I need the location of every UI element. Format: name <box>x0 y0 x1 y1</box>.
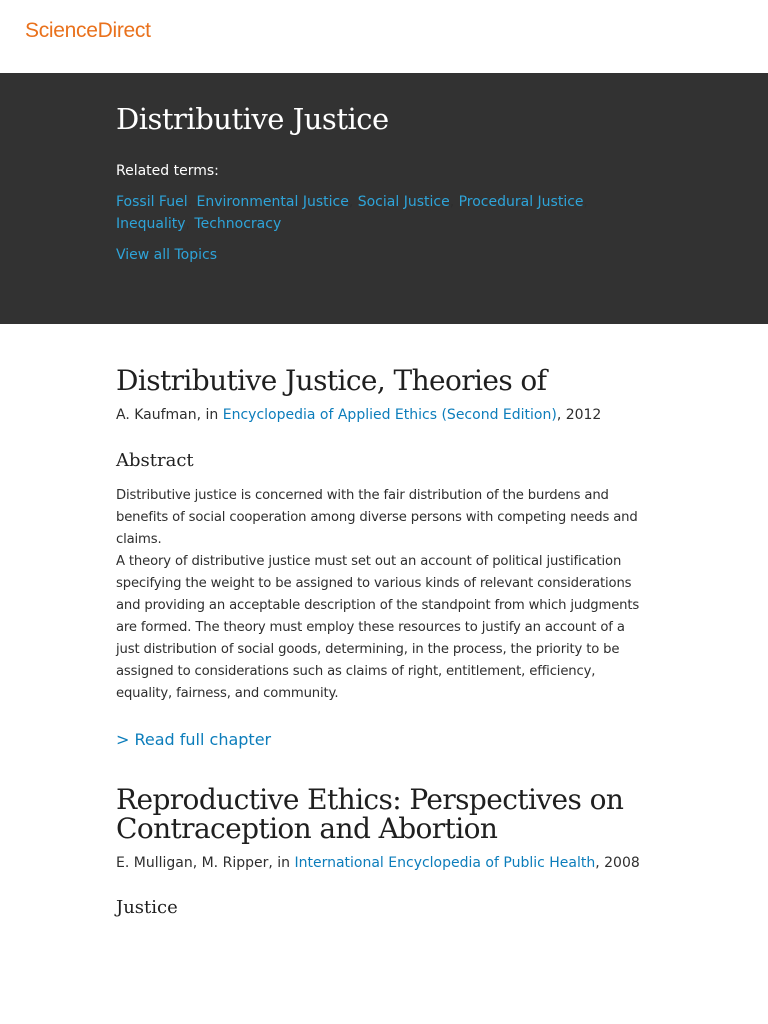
article-meta <box>116 855 646 871</box>
article-card <box>116 785 646 918</box>
related-term-link[interactable]: Fossil Fuel <box>116 194 188 210</box>
section-heading: Justice <box>116 897 178 918</box>
article-title-link[interactable]: Reproductive Ethics: Perspectives on Contraception and Abortion <box>116 783 624 845</box>
sciencedirect-logo[interactable]: ScienceDirect <box>25 19 151 42</box>
abstract-paragraph: Distributive justice is concerned with the fair distribution of the burdens and benefits of social cooperation among diverse persons with competing needs and claims. <box>116 488 638 547</box>
related-terms-list: Fossil Fuel, Environmental Justice, Social Justice, Procedural Justice, Inequality, Technocracy <box>116 194 588 232</box>
top-bar <box>0 0 768 73</box>
article-meta <box>116 407 646 423</box>
related-term-link[interactable]: Technocracy <box>194 216 282 232</box>
article-year: , 2008 <box>595 855 640 871</box>
article-list <box>0 366 646 918</box>
topic-header <box>0 73 768 324</box>
article-year: , 2012 <box>556 407 602 423</box>
article-authors: A. Kaufman, in <box>116 407 223 423</box>
section-heading: Abstract <box>116 450 194 471</box>
related-term-link[interactable]: Environmental Justice <box>196 194 349 210</box>
read-full-chapter-link[interactable]: > Read full chapter <box>116 730 272 749</box>
article-card <box>116 366 646 749</box>
abstract-body <box>116 485 646 705</box>
article-source-link[interactable]: Encyclopedia of Applied Ethics (Second Edition) <box>222 407 557 423</box>
article-source-link[interactable]: International Encyclopedia of Public Health <box>294 855 596 871</box>
article-authors: E. Mulligan, M. Ripper, in <box>116 855 295 871</box>
abstract-paragraph: A theory of distributive justice must set out an account of political justification specifying the weight to be assigned to various kinds of relevant considerations and providing an acceptable description of the standpoint from which judgments are formed. The theory must employ these resources to justify an account of a just distribution of social goods, determining, in the process, the priority to be assigned to considerations such as claims of right, entitlement, efficiency, equality, fairness, and community. <box>116 554 640 701</box>
article-title-link[interactable]: Distributive Justice, Theories of <box>116 364 547 397</box>
related-term-link[interactable]: Procedural Justice <box>458 194 584 210</box>
related-terms-label: Related terms: <box>116 163 219 179</box>
related-term-link[interactable]: Inequality <box>116 216 186 232</box>
topic-title: Distributive Justice <box>116 102 389 136</box>
view-all-topics-link[interactable]: View all Topics <box>116 247 217 263</box>
related-term-link[interactable]: Social Justice <box>357 194 450 210</box>
